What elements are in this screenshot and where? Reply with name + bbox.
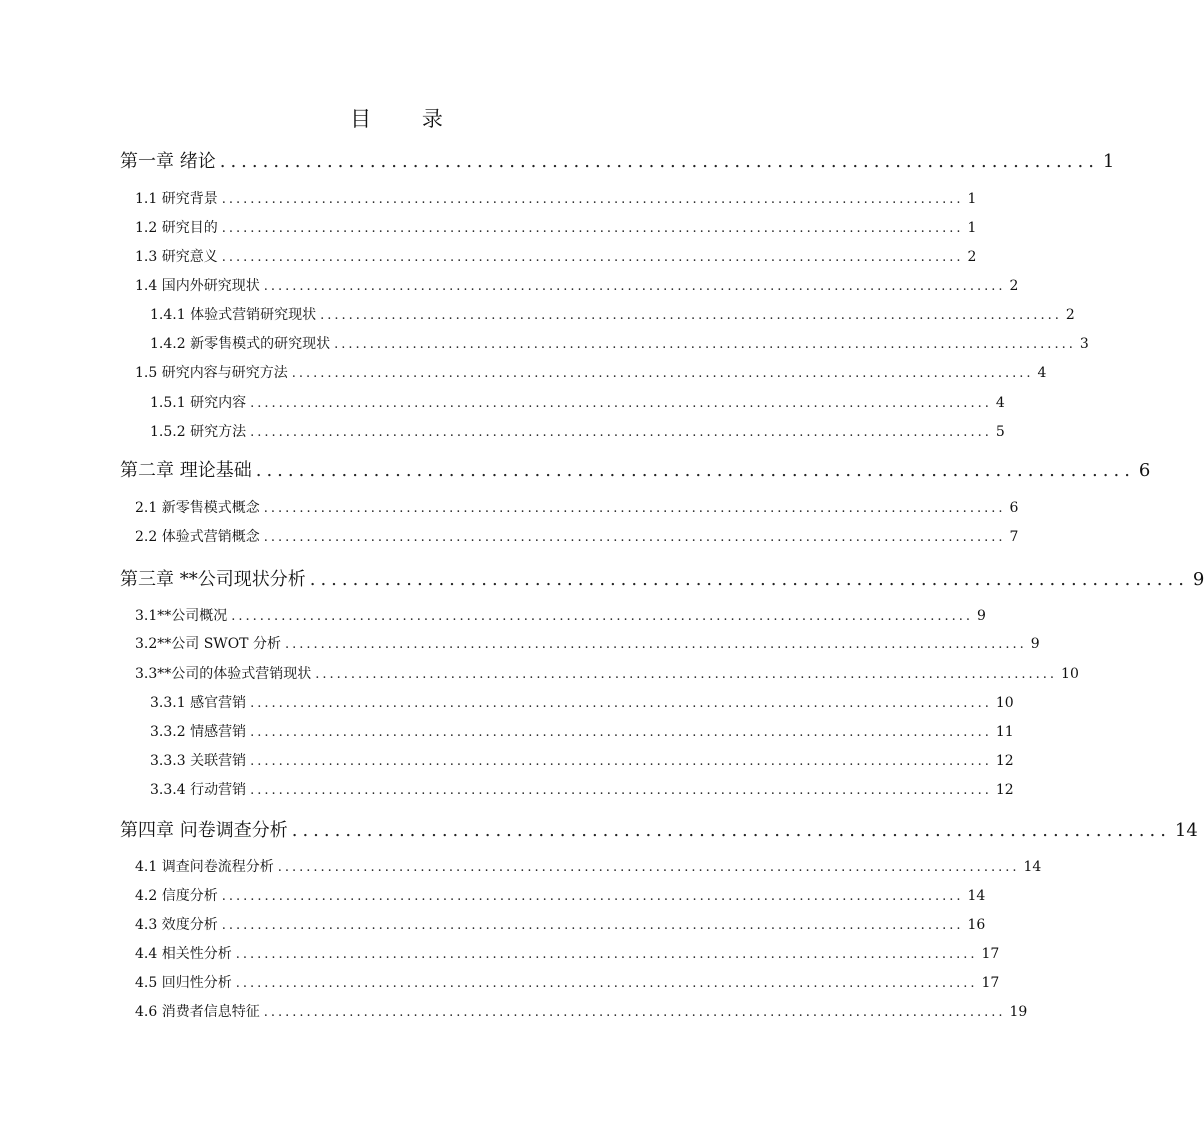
dot-leader: ........................................................................................................: [221, 192, 964, 207]
toc-label: 3.2**公司 SWOT 分析: [135, 636, 281, 652]
toc-section-3-1[interactable]: [135, 605, 986, 625]
toc-page-number: 4: [1037, 365, 1047, 381]
toc-page-number: 17: [981, 946, 1000, 962]
dot-leader: ........................................................................................................: [235, 976, 978, 991]
toc-label: 第二章 理论基础: [120, 460, 252, 481]
toc-section-4-4[interactable]: [135, 943, 1000, 963]
toc-page-number: 6: [1138, 460, 1151, 481]
toc-section-4-2[interactable]: [135, 885, 986, 905]
toc-page-number: 16: [967, 917, 986, 933]
toc-label: 第一章 绪论: [120, 151, 216, 172]
toc-page-number: 2: [1009, 278, 1019, 294]
toc-label: 3.3.3 关联营销: [150, 753, 247, 769]
toc-page-number: 12: [995, 753, 1014, 769]
toc-page-number: 1: [967, 220, 977, 236]
toc-page-number: 4: [995, 395, 1005, 411]
dot-leader: ........................................................................................................: [221, 250, 964, 265]
toc-section-1-1[interactable]: [135, 188, 977, 208]
toc-label: 4.2 信度分析: [135, 888, 218, 904]
toc-page-number: 2: [1065, 307, 1075, 323]
toc-label: 3.3.4 行动营销: [150, 782, 247, 798]
toc-section-1-5[interactable]: [135, 362, 1047, 382]
toc-label: 1.4.2 新零售模式的研究现状: [150, 336, 331, 352]
dot-leader: ........................................................................................................: [291, 366, 1034, 381]
toc-chapter-2[interactable]: [120, 456, 1151, 482]
toc-page-number: 19: [1009, 1004, 1028, 1020]
toc-section-2-2[interactable]: [135, 526, 1019, 546]
toc-section-1-4[interactable]: [135, 275, 1019, 295]
toc-page-number: 10: [1061, 666, 1079, 682]
toc-page-number: 3: [1079, 336, 1089, 352]
dot-leader: ........................................................................................................: [250, 783, 992, 798]
dot-leader: ........................................................................................................: [231, 609, 974, 624]
toc-section-4-1[interactable]: [135, 856, 1042, 876]
toc-label: 1.5.2 研究方法: [150, 424, 247, 440]
dot-leader: ........................................................................................................: [250, 725, 992, 740]
toc-page-number: 14: [1023, 859, 1042, 875]
toc-section-1-3[interactable]: [135, 246, 977, 266]
toc-section-3-2[interactable]: [135, 633, 1040, 653]
dot-leader: ........................................................................................................: [221, 889, 964, 904]
toc-page-number: 6: [1009, 500, 1019, 516]
toc-label: 4.3 效度分析: [135, 917, 218, 933]
dot-leader: ........................................................................................................: [250, 696, 992, 711]
toc-chapter-4[interactable]: [120, 816, 1198, 842]
dot-leader: ........................................................................................................: [263, 279, 1006, 294]
toc-page-number: 11: [995, 724, 1014, 740]
toc-label: 1.3 研究意义: [135, 249, 218, 265]
dot-leader: ........................................................................................................: [221, 918, 964, 933]
toc-subsection-3-3-4[interactable]: [150, 779, 1014, 799]
toc-section-1-2[interactable]: [135, 217, 977, 237]
toc-label: 1.1 研究背景: [135, 191, 218, 207]
toc-label: 4.5 回归性分析: [135, 975, 232, 991]
toc-page-number: 14: [1174, 820, 1198, 841]
dot-leader: ..................................................................................: [309, 569, 1189, 590]
toc-page-number: 9: [1192, 569, 1204, 590]
toc-page-number: 7: [1009, 529, 1019, 545]
toc-label: 3.1**公司概况: [135, 608, 228, 624]
dot-leader: ........................................................................................................: [250, 754, 992, 769]
dot-leader: ........................................................................................................: [250, 396, 992, 411]
toc-subsection-1-4-1[interactable]: [150, 304, 1075, 324]
toc-page-number: 12: [995, 782, 1014, 798]
toc-subsection-1-5-1[interactable]: [150, 392, 1005, 412]
toc-label: 3.3**公司的体验式营销现状: [135, 666, 312, 682]
toc-label: 1.4.1 体验式营销研究现状: [150, 307, 317, 323]
toc-label: 3.3.1 感官营销: [150, 695, 247, 711]
toc-label: 4.4 相关性分析: [135, 946, 232, 962]
toc-page-number: 1: [967, 191, 977, 207]
page-title: 目 录: [350, 107, 465, 131]
dot-leader: ........................................................................................................: [320, 308, 1062, 323]
toc-page-number: 17: [981, 975, 1000, 991]
toc-label: 1.5 研究内容与研究方法: [135, 365, 288, 381]
toc-page-number: 1: [1102, 151, 1115, 172]
toc-label: 4.1 调查问卷流程分析: [135, 859, 274, 875]
toc-label: 1.2 研究目的: [135, 220, 218, 236]
toc-label: 第三章 **公司现状分析: [120, 569, 306, 590]
toc-subsection-1-4-2[interactable]: [150, 333, 1089, 353]
toc-section-4-3[interactable]: [135, 914, 986, 934]
dot-leader: ........................................................................................................: [284, 637, 1027, 652]
toc-section-3-3[interactable]: [135, 663, 1079, 683]
toc-label: 2.2 体验式营销概念: [135, 529, 260, 545]
toc-label: 1.5.1 研究内容: [150, 395, 247, 411]
toc-section-2-1[interactable]: [135, 497, 1019, 517]
toc-chapter-3[interactable]: [120, 565, 1204, 591]
toc-chapter-1[interactable]: [120, 147, 1115, 173]
dot-leader: ........................................................................................................: [221, 221, 964, 236]
dot-leader: ..................................................................................: [219, 151, 1099, 172]
toc-label: 4.6 消费者信息特征: [135, 1004, 260, 1020]
toc-subsection-3-3-1[interactable]: [150, 692, 1014, 712]
toc-subsection-1-5-2[interactable]: [150, 421, 1005, 441]
toc-label: 3.3.2 情感营销: [150, 724, 247, 740]
dot-leader: ........................................................................................................: [334, 337, 1076, 352]
toc-label: 第四章 问卷调查分析: [120, 820, 288, 841]
dot-leader: ..................................................................................: [291, 820, 1171, 841]
toc-page-number: 2: [967, 249, 977, 265]
dot-leader: ........................................................................................................: [250, 425, 992, 440]
toc-subsection-3-3-2[interactable]: [150, 721, 1014, 741]
toc-page-number: 14: [967, 888, 986, 904]
dot-leader: ........................................................................................................: [235, 947, 978, 962]
toc-label: 2.1 新零售模式概念: [135, 500, 260, 516]
toc-page-number: 5: [995, 424, 1005, 440]
toc-page-number: 9: [977, 608, 986, 624]
toc-page-number: 10: [995, 695, 1014, 711]
dot-leader: ..................................................................................: [255, 460, 1135, 481]
dot-leader: ........................................................................................................: [263, 1005, 1006, 1020]
toc-label: 1.4 国内外研究现状: [135, 278, 260, 294]
toc-section-4-5[interactable]: [135, 972, 1000, 992]
dot-leader: ........................................................................................................: [263, 501, 1006, 516]
dot-leader: ........................................................................................................: [277, 860, 1020, 875]
toc-section-4-6[interactable]: [135, 1001, 1028, 1021]
toc-subsection-3-3-3[interactable]: [150, 750, 1014, 770]
dot-leader: ........................................................................................................: [263, 530, 1006, 545]
toc-page-number: 9: [1030, 636, 1040, 652]
dot-leader: ........................................................................................................: [315, 667, 1058, 682]
